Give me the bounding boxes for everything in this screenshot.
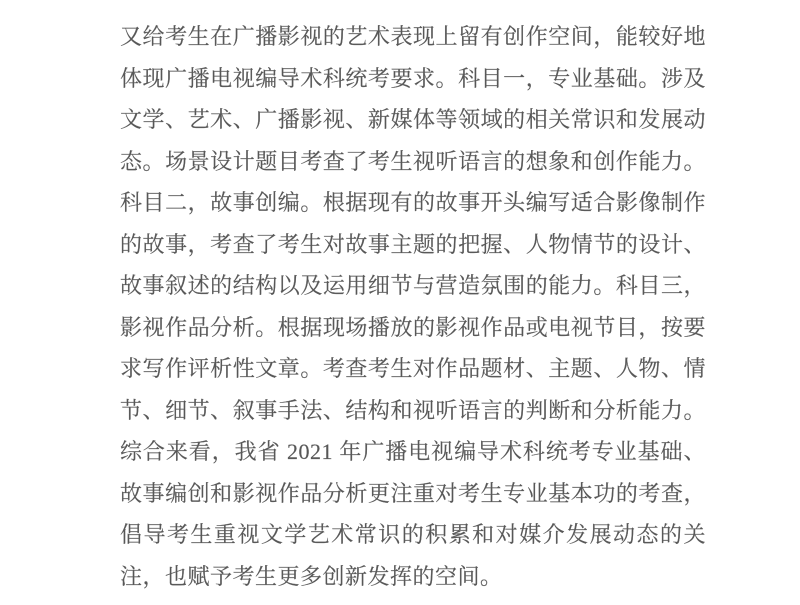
text-line: 态。场景设计题目考查了考生视听语言的想象和创作能力。 [120,148,706,174]
text-line: 注，也赋予考生更多创新发挥的空间。 [120,563,503,589]
text-line: 节、细节、叙事手法、结构和视听语言的判断和分析能力。 [120,397,706,423]
text-line: 科目二，故事创编。根据现有的故事开头编写适合影像制作 [120,190,706,215]
document-text-block [120,16,706,597]
text-line: 体现广播电视编导术科统考要求。科目一，专业基础。涉及 [120,65,706,91]
text-line: 求写作评析性文章。考查考生对作品题材、主题、人物、情 [120,356,706,381]
text-line: 倡导考生重视文学艺术常识的积累和对媒介发展动态的关 [120,522,706,547]
text-line: 的故事，考查了考生对故事主题的把握、人物情节的设计、 [120,231,706,257]
text-line: 文学、艺术、广播影视、新媒体等领域的相关常识和发展动 [120,107,706,132]
text-line: 又给考生在广播影视的艺术表现上留有创作空间，能较好地 [120,24,706,49]
text-line: 故事叙述的结构以及运用细节与营造氛围的能力。科目三， [120,273,706,298]
text-line: 故事编创和影视作品分析更注重对考生专业基本功的考查， [120,480,706,506]
text-line: 综合来看，我省 2021 年广播电视编导术科统考专业基础、 [120,439,706,464]
text-line: 影视作品分析。根据现场播放的影视作品或电视节目，按要 [120,314,706,340]
